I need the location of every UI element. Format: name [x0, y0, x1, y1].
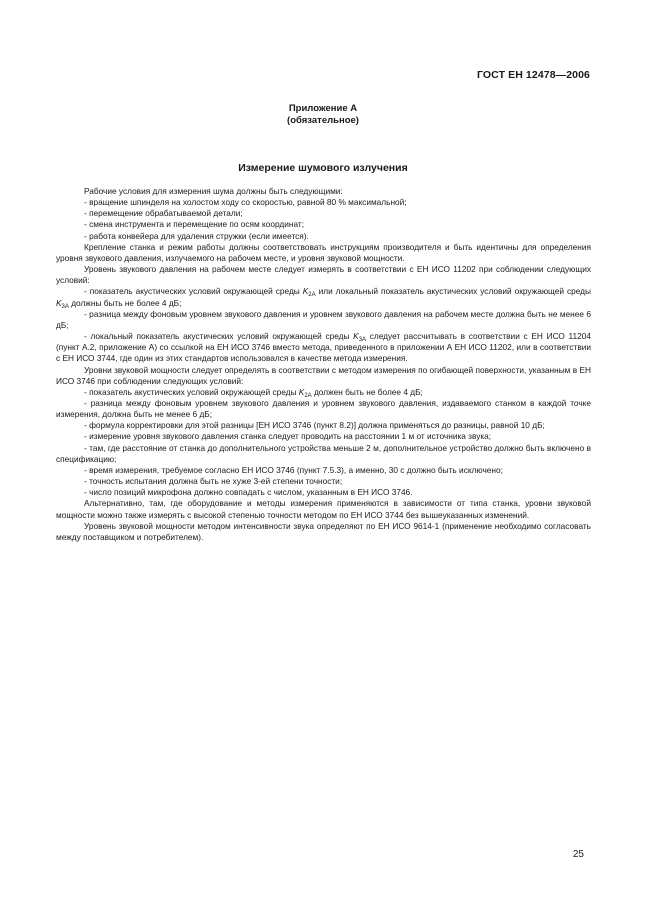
list-item: - разница между фоновым уровнем звукового давления и уровнем звукового давления, издаваемого станком в каждой точке измерения, должна быть не менее 6 дБ;	[56, 397, 591, 420]
list-item: - формула корректировки для этой разницы [ЕН ИСО 3746 (пункт 8.2)] должна применяться до разницы, равной 10 дБ;	[84, 420, 545, 431]
annex-status: (обязательное)	[287, 115, 359, 126]
paragraph: Уровень звуковой мощности методом интенсивности звука определяют по ЕН ИСО 9614-1 (применение необходимо согласовать между поставщиком и потребителем).	[56, 520, 591, 542]
paragraph: Рабочие условия для измерения шума должны быть следующими:	[84, 186, 343, 196]
list-item: - измерение уровня звукового давления станка следует проводить на расстоянии 1 м от источника звука;	[84, 431, 492, 442]
list-item: - показатель акустических условий окружающей среды $K_{2A}$ или локальный показатель акустических условий окружающей среды $K_{3A}$ должны быть не более 4 дБ;	[56, 286, 591, 310]
paragraph: Уровень звукового давления на рабочем месте следует измерять в соответствии с ЕН ИСО 11202 при соблюдении следующих условий:	[56, 264, 591, 286]
list-item: - число позиций микрофона должно совпадать с числом, указанным в ЕН ИСО 3746.	[84, 487, 413, 498]
list-item: - перемещение обрабатываемой детали;	[84, 208, 243, 219]
list-item: - там, где расстояние от станка до дополнительного устройства меньше 2 м, дополнительное устройство должно быть включено в спецификацию;	[56, 442, 591, 464]
annex-title: Приложение А	[288, 103, 358, 114]
list-item: - локальный показатель акустических условий окружающей среды $K_{3A}$ следует рассчитывать в соответствии с ЕН ИСО 11204 (пункт А.2, приложение А) со ссылкой на ЕН ИСО 3746 вместо метода, приведенного в приложении А ЕН ИСО 11202, или в соответствии с ЕН ИСО 3744, где один из этих стандартов использовался в качестве метода измерения.	[56, 331, 591, 364]
page-number: 25	[572, 849, 584, 860]
standard-header: ГОСТ ЕН 12478—2006	[477, 69, 590, 81]
paragraph: Альтернативно, там, где оборудование и методы измерения применяются в зависимости от типа станка, уровни звуковой мощности можно также измерять с высокой степенью точности методом по ЕН ИСО 3744 без вышеуказанных изменений.	[56, 498, 591, 520]
section-title: Измерение шумового излучения	[238, 162, 408, 174]
list-item: - вращение шпинделя на холостом ходу со скоростью, равной 80 % максимальной;	[84, 197, 407, 208]
list-item: - время измерения, требуемое согласно ЕН ИСО 3746 (пункт 7.5.3), а именно, 30 с должно быть исключено;	[84, 464, 503, 475]
list-item: - работа конвейера для удаления стружки (если имеется).	[84, 230, 309, 241]
paragraph: Уровни звуковой мощности следует определять в соответствии с методом измерения по огибающей поверхности, указанным в ЕН ИСО 3746 при соблюдении следующих условий:	[56, 364, 591, 386]
annex-heading	[0, 103, 646, 127]
list-item: - смена инструмента и перемещение по осям координат;	[84, 219, 305, 230]
list-item: - точность испытания должна быть не хуже 3-ей степени точности;	[84, 476, 343, 487]
list-item: - разница между фоновым уровнем звукового давления и уровнем звукового давления на рабочем месте должна быть не менее 6 дБ;	[56, 308, 591, 330]
paragraph: Крепление станка и режим работы должны соответствовать инструкциям производителя и быть идентичны для определения уровня звукового давления, излучаемого на рабочем месте, и уровня звуковой мощности.	[56, 241, 591, 263]
body-text	[56, 186, 591, 543]
list-item: - показатель акустических условий окружающей среды $K_{2A}$ должен быть не более 4 дБ;	[84, 386, 423, 399]
